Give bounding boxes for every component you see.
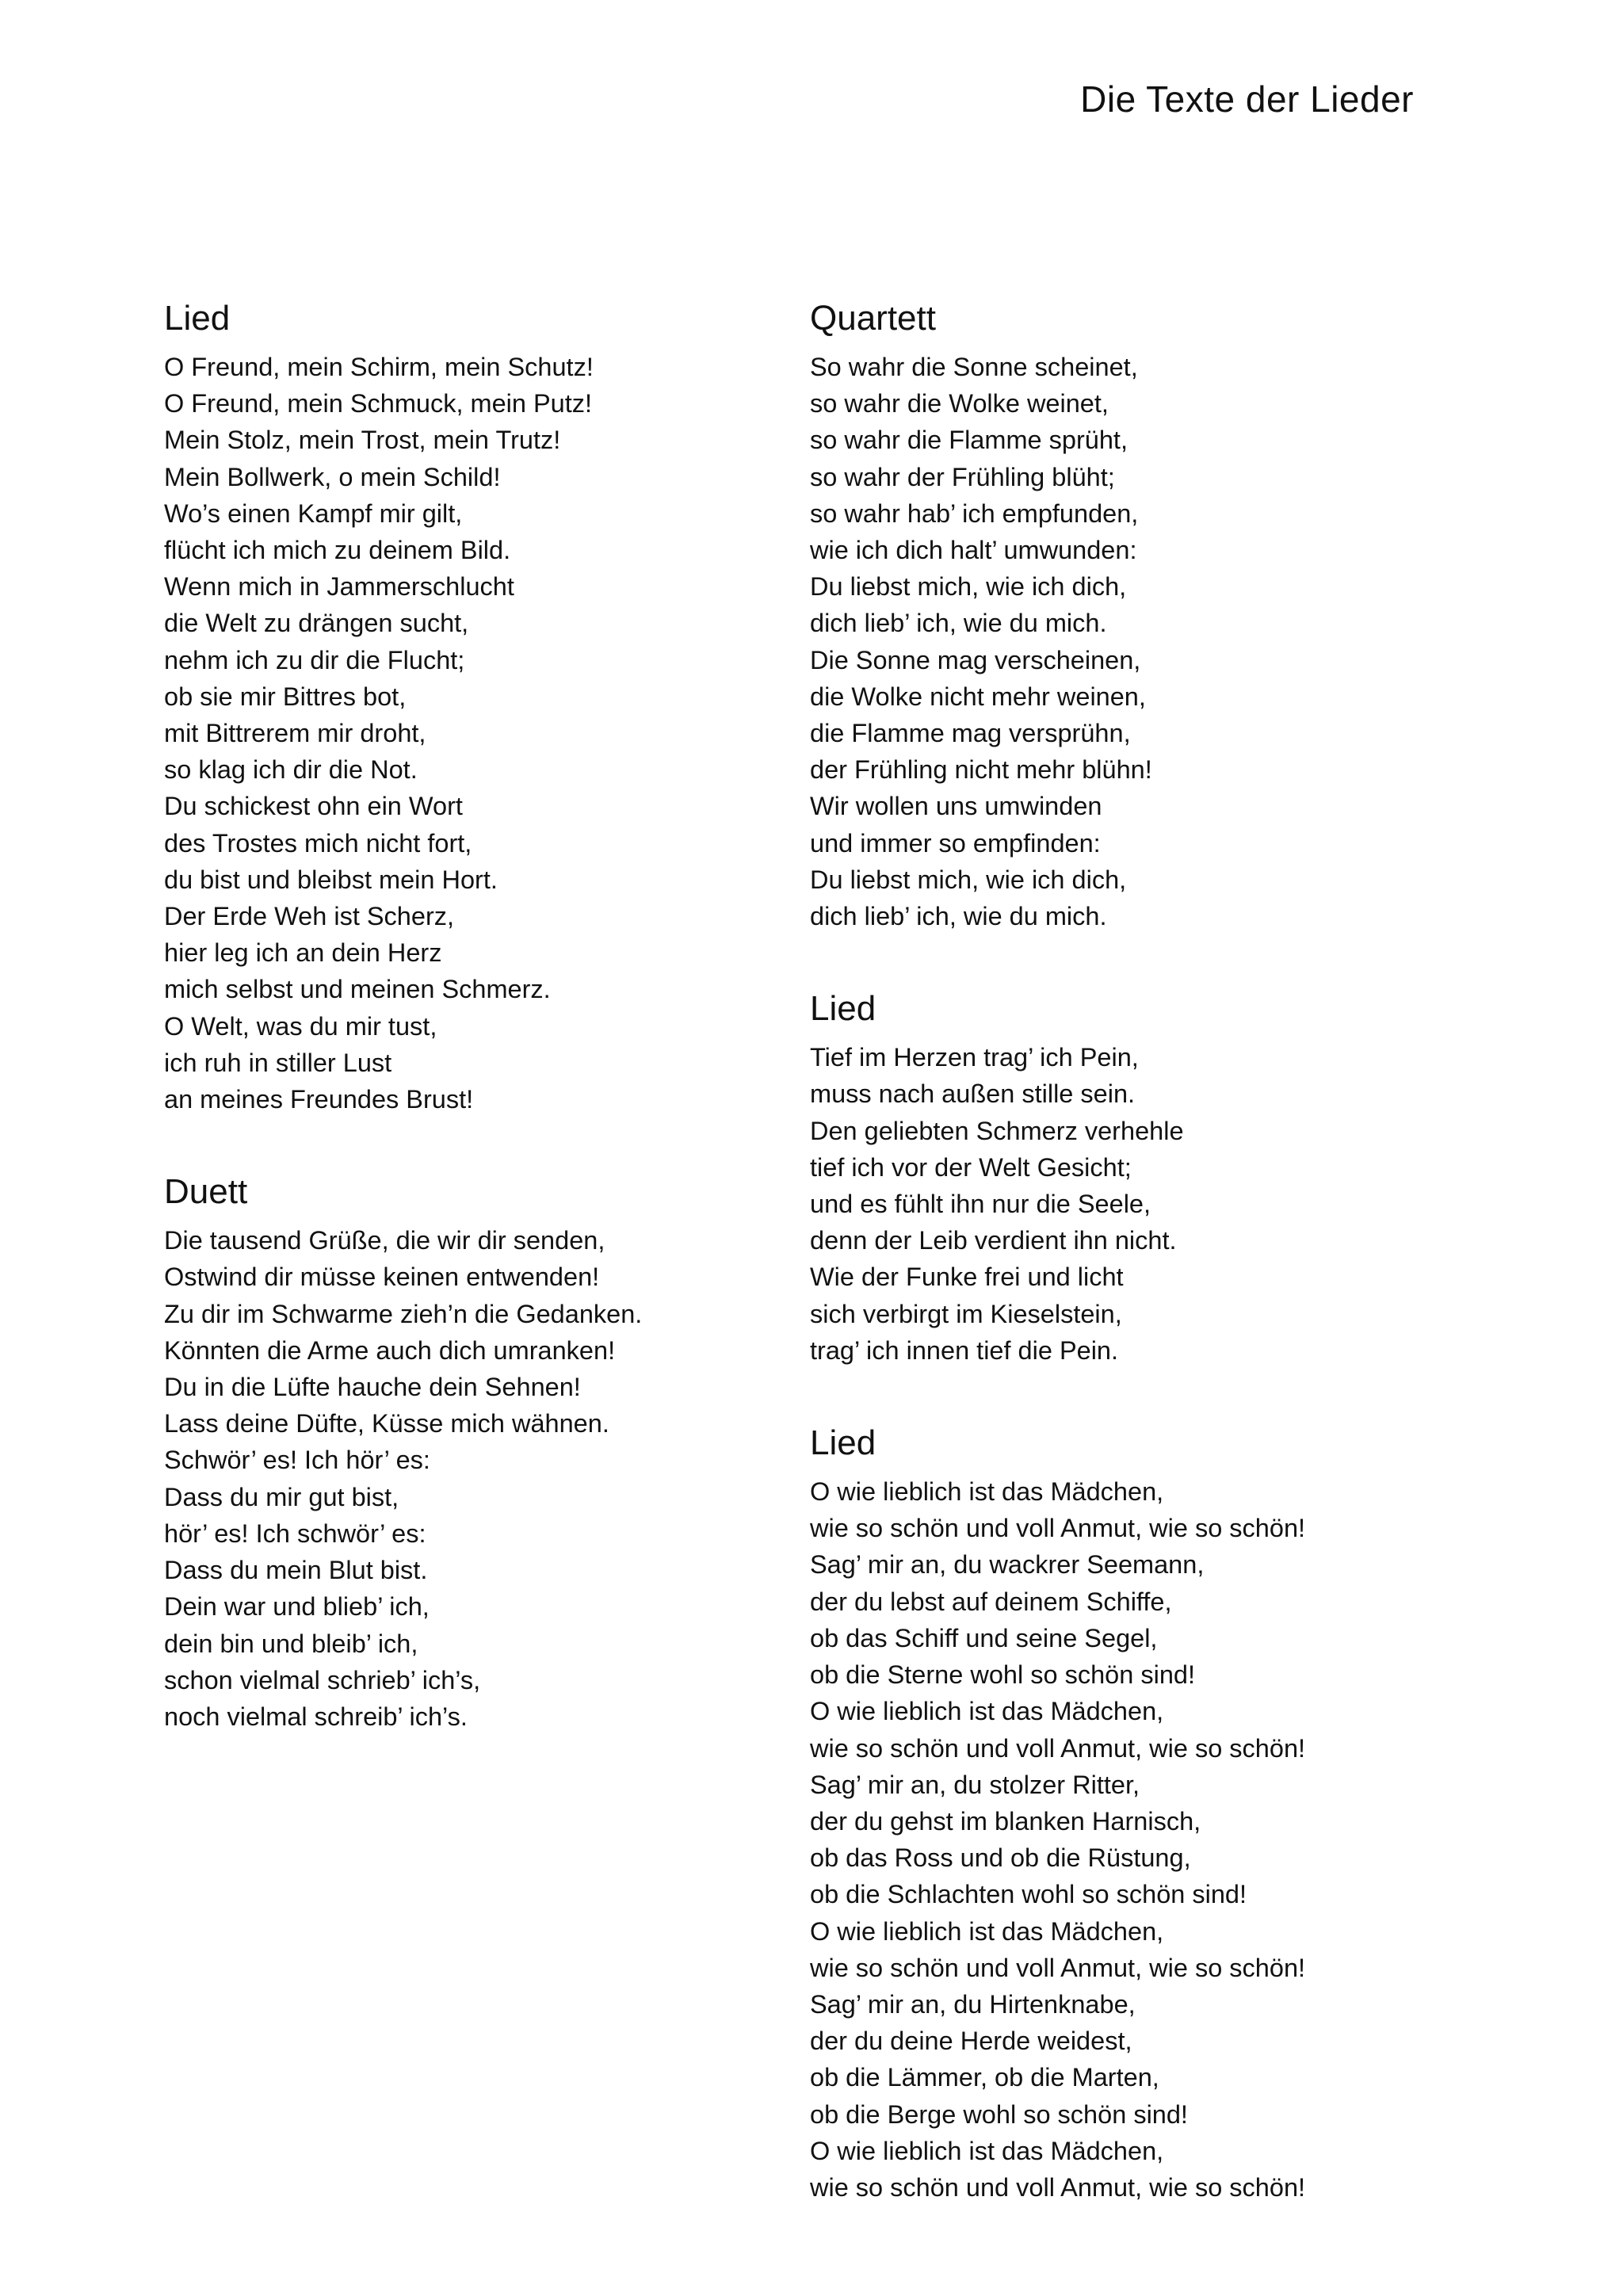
poem-line: Dein war und blieb’ ich, <box>164 1592 430 1622</box>
poem-line: ob die Lämmer, ob die Marten, <box>810 2063 1159 2092</box>
right-column <box>810 296 1444 2206</box>
poem-line: Mein Stolz, mein Trost, mein Trutz! <box>164 426 561 455</box>
poem-line: O wie lieblich ist das Mädchen, <box>810 1477 1164 1507</box>
poem-line: so klag ich dir die Not. <box>164 755 418 785</box>
poem-section <box>810 296 1444 934</box>
poem-line: Könnten die Arme auch dich umranken! <box>164 1335 616 1365</box>
poem-line: der du lebst auf deinem Schiffe, <box>810 1587 1172 1616</box>
poem-line: mich selbst und meinen Schmerz. <box>164 975 551 1004</box>
poem-line: So wahr die Sonne scheinet, <box>810 353 1138 381</box>
poem-lines <box>810 1473 1444 2206</box>
poem-line: Wenn mich in Jammerschlucht <box>164 572 514 602</box>
poem-line: sich verbirgt im Kieselstein, <box>810 1299 1122 1328</box>
poem-line: Zu dir im Schwarme zieh’n die Gedanken. <box>164 1299 643 1328</box>
poem-line: schon vielmal schrieb’ ich’s, <box>164 1665 481 1694</box>
poem-line: O Freund, mein Schirm, mein Schutz! <box>164 353 594 381</box>
poem-section <box>164 296 798 1117</box>
poem-line: Sag’ mir an, du Hirtenknabe, <box>810 1989 1136 2019</box>
poem-line: Du schickest ohn ein Wort <box>164 792 463 821</box>
poem-line: flücht ich mich zu deinem Bild. <box>164 536 511 565</box>
poem-title: Lied <box>164 299 231 338</box>
poem-line: Wir wollen uns umwinden <box>810 792 1102 821</box>
poem-line: hör’ es! Ich schwör’ es: <box>164 1519 426 1548</box>
poem-line: trag’ ich innen tief die Pein. <box>810 1335 1119 1365</box>
poem-line: und es fühlt ihn nur die Seele, <box>810 1190 1151 1219</box>
poem-line: Die Sonne mag verscheinen, <box>810 645 1141 674</box>
poem-line: O wie lieblich ist das Mädchen, <box>810 1697 1164 1726</box>
poem-line: Wie der Funke frei und licht <box>810 1263 1124 1292</box>
poem-line: Mein Bollwerk, o mein Schild! <box>164 462 501 491</box>
poem-lines <box>810 349 1444 934</box>
poem-line: ob sie mir Bittres bot, <box>164 682 407 711</box>
poem-line: du bist und bleibst mein Hort. <box>164 865 498 894</box>
poem-line: wie so schön und voll Anmut, wie so schön! <box>810 1953 1306 1982</box>
poem-line: O Welt, was du mir tust, <box>164 1011 437 1041</box>
poem-line: Den geliebten Schmerz verhehle <box>810 1116 1184 1145</box>
poem-title: Lied <box>810 989 876 1029</box>
poem-line: der du deine Herde weidest, <box>810 2027 1132 2056</box>
poem-line: nehm ich zu dir die Flucht; <box>164 645 465 674</box>
poem-title: Lied <box>810 1423 876 1463</box>
poem-line: der Frühling nicht mehr blühn! <box>810 755 1152 785</box>
poem-line: O wie lieblich ist das Mädchen, <box>810 2136 1164 2165</box>
poem-section <box>164 1170 798 1735</box>
poem-line: Sag’ mir an, du wackrer Seemann, <box>810 1550 1205 1580</box>
poem-line: hier leg ich an dein Herz <box>164 938 442 968</box>
poem-line: an meines Freundes Brust! <box>164 1085 474 1114</box>
poem-line: so wahr die Wolke weinet, <box>810 389 1109 418</box>
poem-line: und immer so empfinden: <box>810 828 1101 858</box>
poem-line: O Freund, mein Schmuck, mein Putz! <box>164 389 593 418</box>
poem-line: wie so schön und voll Anmut, wie so schön! <box>810 1514 1306 1543</box>
poem-title: Duett <box>164 1172 248 1212</box>
poem-line: die Welt zu drängen sucht, <box>164 609 469 638</box>
poem-title: Quartett <box>810 299 936 338</box>
poem-line: O wie lieblich ist das Mädchen, <box>810 1916 1164 1946</box>
poem-line: tief ich vor der Welt Gesicht; <box>810 1152 1132 1182</box>
poem-line: Die tausend Grüße, die wir dir senden, <box>164 1226 605 1255</box>
poem-line: dich lieb’ ich, wie du mich. <box>810 609 1107 638</box>
poem-line: Du liebst mich, wie ich dich, <box>810 572 1127 602</box>
poem-line: des Trostes mich nicht fort, <box>164 828 472 858</box>
poem-line: wie ich dich halt’ umwunden: <box>810 536 1137 565</box>
poem-line: Du liebst mich, wie ich dich, <box>810 865 1127 894</box>
poem-line: dein bin und bleib’ ich, <box>164 1629 418 1658</box>
poem-line: die Wolke nicht mehr weinen, <box>810 682 1146 711</box>
poem-lines <box>164 349 798 1117</box>
poem-line: Du in die Lüfte hauche dein Sehnen! <box>164 1373 581 1402</box>
poem-line: so wahr der Frühling blüht; <box>810 462 1115 491</box>
poem-line: Dass du mir gut bist, <box>164 1482 399 1511</box>
poem-line: Schwör’ es! Ich hör’ es: <box>164 1446 430 1475</box>
poem-line: wie so schön und voll Anmut, wie so schön! <box>810 2172 1306 2202</box>
poem-line: ich ruh in stiller Lust <box>164 1048 392 1077</box>
poem-line: denn der Leib verdient ihn nicht. <box>810 1226 1177 1255</box>
poem-line: Der Erde Weh ist Scherz, <box>164 902 455 931</box>
left-column <box>164 296 798 1735</box>
poem-line: Tief im Herzen trag’ ich Pein, <box>810 1043 1139 1072</box>
poem-line: wie so schön und voll Anmut, wie so schön! <box>810 1733 1306 1763</box>
poem-line: Dass du mein Blut bist. <box>164 1556 428 1585</box>
poem-line: die Flamme mag versprühn, <box>810 719 1131 748</box>
poem-lines <box>810 1039 1444 1369</box>
poem-line: so wahr die Flamme sprüht, <box>810 426 1128 455</box>
poem-line: noch vielmal schreib’ ich’s. <box>164 1702 468 1731</box>
poem-line: ob die Berge wohl so schön sind! <box>810 2099 1188 2129</box>
poem-line: dich lieb’ ich, wie du mich. <box>810 902 1107 931</box>
poem-line: ob das Schiff und seine Segel, <box>810 1623 1158 1652</box>
poem-line: ob das Ross und ob die Rüstung, <box>810 1843 1191 1873</box>
page-header: Die Texte der Lieder <box>1080 78 1414 120</box>
poem-line: Lass deine Düfte, Küsse mich wähnen. <box>164 1409 609 1438</box>
poem-line: Sag’ mir an, du stolzer Ritter, <box>810 1770 1140 1799</box>
poem-line: ob die Sterne wohl so schön sind! <box>810 1660 1195 1690</box>
poem-lines <box>164 1222 798 1735</box>
poem-line: so wahr hab’ ich empfunden, <box>810 499 1139 528</box>
poem-line: muss nach außen stille sein. <box>810 1079 1136 1109</box>
poem-line: Ostwind dir müsse keinen entwenden! <box>164 1263 600 1292</box>
poem-section <box>810 987 1444 1369</box>
poem-line: der du gehst im blanken Harnisch, <box>810 1806 1201 1836</box>
poem-line: Wo’s einen Kampf mir gilt, <box>164 499 463 528</box>
poem-line: ob die Schlachten wohl so schön sind! <box>810 1880 1247 1909</box>
poem-section <box>810 1421 1444 2206</box>
poem-line: mit Bittrerem mir droht, <box>164 719 426 748</box>
